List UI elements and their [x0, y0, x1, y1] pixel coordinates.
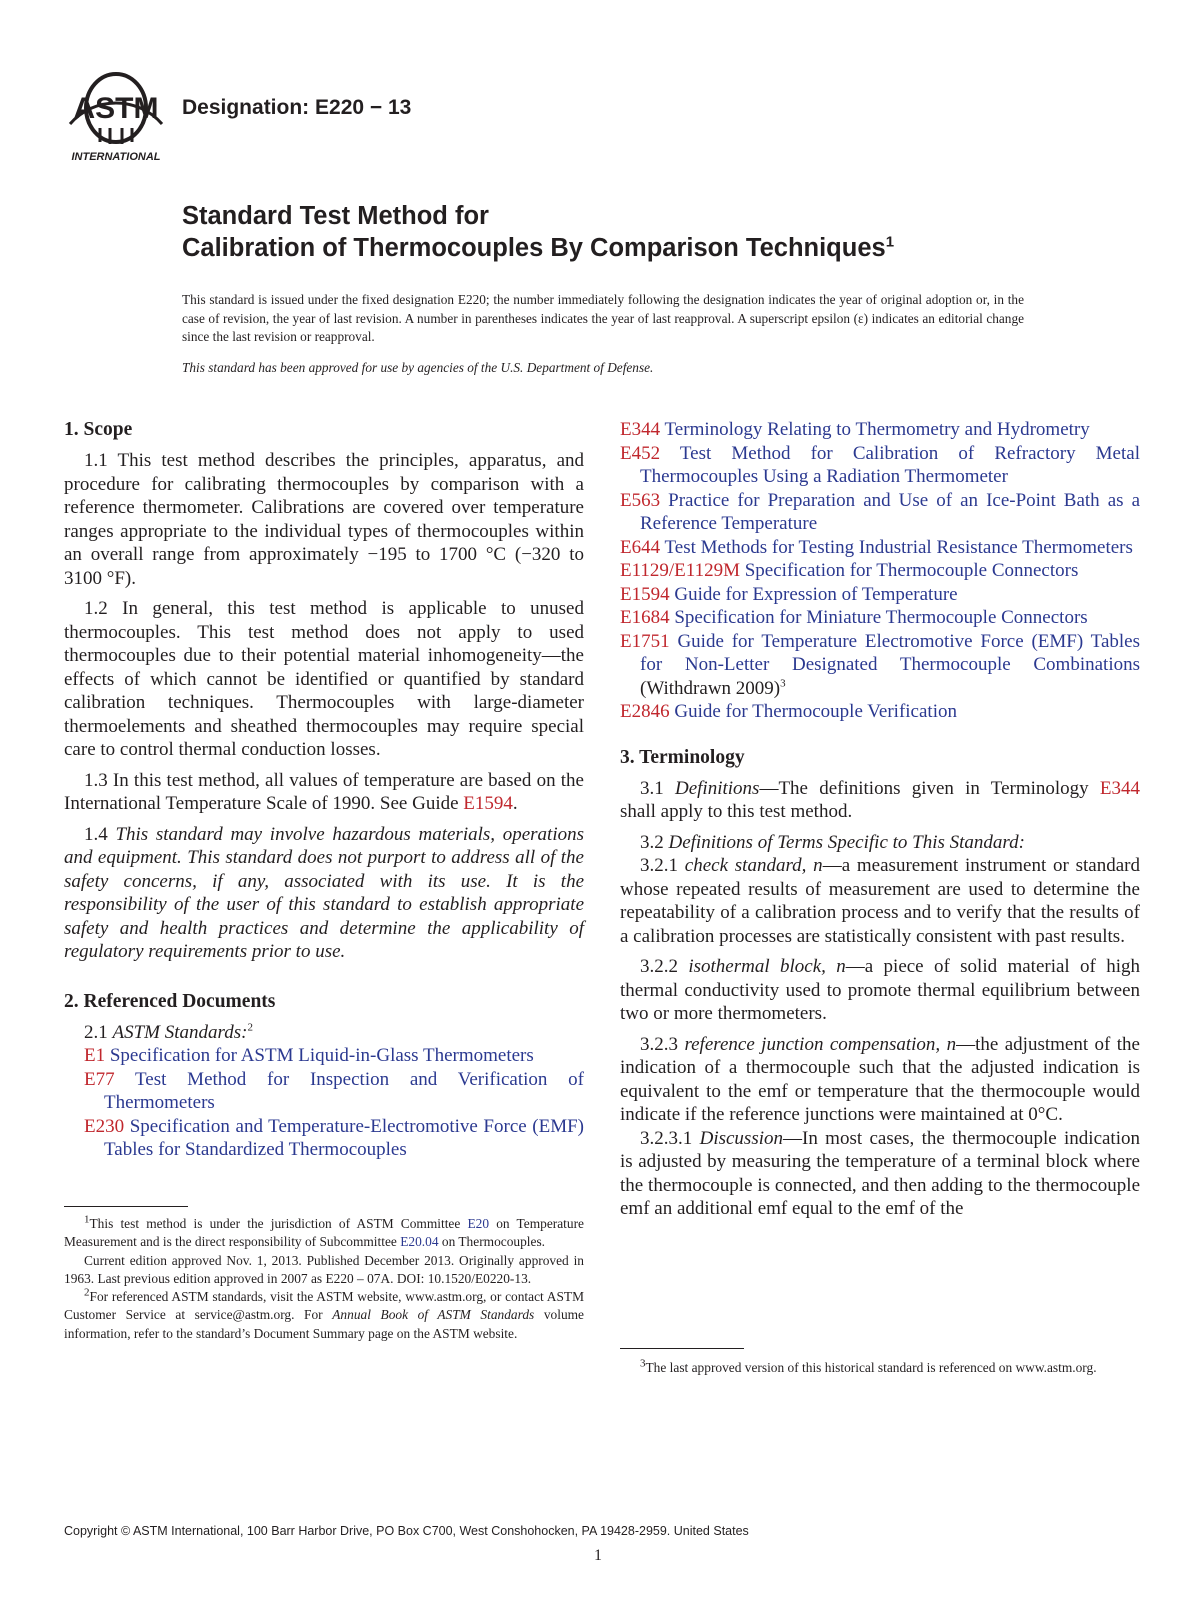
page-number: 1 — [594, 1547, 602, 1564]
paragraph-1-4: 1.4 This standard may involve hazardous materials, operations and equipment. This standard does not purport to address all of the safety concerns, if any, associated with its use. It is the responsibility of the user of this standard to establish appropriate safety and health practices and determine the applicability of regulatory requirements prior to use. — [64, 823, 585, 962]
left-column — [64, 418, 584, 1162]
title-line-2: Calibration of Thermocouples By Comparison Techniques$^1$ — [182, 233, 895, 262]
reference-e563[interactable]: E563 Practice for Preparation and Use of an Ice-Point Bath as a Reference Temperature — [620, 489, 1141, 534]
designation-notice: This standard is issued under the fixed designation E220; the number immediately following the designation indicates the year of original adoption or, in the case of revision, the year of last revision. A number in parentheses indicates the year of last reapproval. A superscript epsilon (ε) indicates an editorial change since the last revision or reapproval. — [182, 292, 1024, 344]
footnote-divider — [620, 1348, 744, 1349]
astm-international-logo — [64, 68, 168, 166]
copyright-notice: Copyright © ASTM International, 100 Barr Harbor Drive, PO Box C700, West Conshohocken, PA 19428-2959. United States — [64, 1524, 749, 1538]
footnote-1: $^1$This test method is under the jurisdiction of ASTM Committee E20 on Temperature Measurement and is the direct responsibility of Subcommittee E20.04 on Thermocouples. — [64, 1213, 584, 1250]
paragraph-2-1: 2.1 ASTM Standards:$^2$ — [84, 1021, 253, 1043]
footnotes-right — [620, 1348, 1140, 1377]
reference-e1129[interactable]: E1129/E1129M Specification for Thermocouple Connectors — [620, 560, 1079, 581]
right-column — [620, 418, 1140, 1228]
reference-e230[interactable]: E230 Specification and Temperature-Electromotive Force (EMF) Tables for Standardized Thermocouples — [84, 1115, 584, 1160]
reference-e452[interactable]: E452 Test Method for Calibration of Refractory Metal Thermocouples Using a Radiation Thermometer — [620, 442, 1140, 487]
reference-e1594[interactable]: E1594 Guide for Expression of Temperature — [620, 583, 958, 605]
designation: Designation: E220 − 13 — [182, 96, 412, 119]
paragraph-3-2-3-1: 3.2.3.1 Discussion—In most cases, the thermocouple indication is adjusted by measuring the temperature of a terminal block where the thermocouple is connected, and then adding to the thermocouple emf an additional emf equal to the emf of the — [620, 1127, 1140, 1219]
standard-preamble — [182, 291, 1024, 377]
section-heading-referenced-documents: 2. Referenced Documents — [64, 990, 276, 1012]
section-heading-scope: 1. Scope — [64, 419, 133, 440]
link-e20-04[interactable]: E20.04 — [400, 1234, 439, 1250]
paragraph-3-2-3: 3.2.3 reference junction compensation, n—the adjustment of the indication of a thermocouple such that the adjusted indication is equivalent to the emf or temperature that the thermocouple would indicate if the reference junctions were maintained at 0°C. — [620, 1033, 1140, 1125]
document-title — [182, 200, 894, 264]
link-e20[interactable]: E20 — [467, 1216, 490, 1231]
reference-e644[interactable]: E644 Test Methods for Testing Industrial Resistance Thermometers — [620, 536, 1133, 558]
paragraph-1-2: 1.2 In general, this test method is applicable to unused thermocouples. This test method does not apply to used thermocouples due to their potential material inhomogeneity—the effects of which cannot be identified or quantified by standard calibration techniques. Thermocouples with large-diameter thermoelements and sheathed thermocouples may require special care to control thermal conduction losses. — [64, 598, 584, 760]
svg-text:ASTM: ASTM — [73, 92, 159, 125]
paragraph-3-2-1: 3.2.1 check standard, n—a measurement instrument or standard whose repeated results of measurement are used to determine the repeatability of a calibration process and to verify that the results of a calibration processes are statistically consistent with past results. — [620, 855, 1140, 947]
footnote-1-edition: Current edition approved Nov. 1, 2013. Published December 2013. Originally approved in 1963. Last previous edition approved in 2007 as E220 – 07A. DOI: 10.1520/E0220-13. — [64, 1252, 584, 1286]
footnote-2: $^2$For referenced ASTM standards, visit the ASTM website, www.astm.org, or contact ASTM Customer Service at service@astm.org. For Annual Book of ASTM Standards volume information, refer to the standard’s Document Summary page on the ASTM website. — [64, 1286, 584, 1341]
paragraph-3-2: 3.2 Definitions of Terms Specific to This Standard: — [640, 831, 1025, 853]
section-heading-terminology: 3. Terminology — [620, 746, 745, 768]
reference-e77[interactable]: E77 Test Method for Inspection and Verification of Thermometers — [84, 1068, 584, 1113]
paragraph-1-1: 1.1 This test method describes the principles, apparatus, and procedure for calibrating thermocouples by comparison with a reference thermometer. Calibrations are covered over temperature ranges appropriate to the individual types of thermocouples within an overall range from approximately −195 to 1700 °C (−320 to 3100 °F). — [64, 450, 584, 589]
reference-e1684[interactable]: E1684 Specification for Miniature Thermocouple Connectors — [620, 607, 1088, 628]
link-e1594[interactable]: E1594 — [463, 793, 513, 814]
paragraph-3-1: 3.1 Definitions—The definitions given in Terminology E344 shall apply to this test method. — [620, 777, 1141, 822]
footnote-3: $^3$The last approved version of this historical standard is referenced on www.astm.org. — [640, 1357, 1097, 1375]
dod-approval-note: This standard has been approved for use by agencies of the U.S. Department of Defense. — [182, 359, 654, 375]
footnote-divider — [64, 1206, 188, 1207]
reference-e1[interactable]: E1 Specification for ASTM Liquid-in-Glass Thermometers — [84, 1045, 534, 1066]
link-e344[interactable]: E344 — [1099, 777, 1141, 799]
paragraph-3-2-2: 3.2.2 isothermal block, n—a piece of solid material of high thermal conductivity used to promote thermal equilibrium between two or more thermometers. — [620, 956, 1141, 1024]
title-footnote-mark: 1 — [885, 233, 895, 251]
reference-e344[interactable]: E344 Terminology Relating to Thermometry and Hydrometry — [620, 419, 1090, 440]
footnotes-left — [64, 1206, 584, 1343]
title-line-1: Standard Test Method for — [182, 202, 489, 230]
reference-e1751[interactable]: E1751 Guide for Temperature Electromotive Force (EMF) Tables for Non-Letter Designated Thermocouple Combinations (Withdrawn 2009)$^3$ — [620, 630, 1140, 699]
svg-text:INTERNATIONAL: INTERNATIONAL — [71, 151, 161, 163]
reference-e2846[interactable]: E2846 Guide for Thermocouple Verification — [620, 701, 957, 722]
paragraph-1-3: 1.3 In this test method, all values of temperature are based on the International Temperature Scale of 1990. See Guide E1594. — [64, 769, 584, 814]
